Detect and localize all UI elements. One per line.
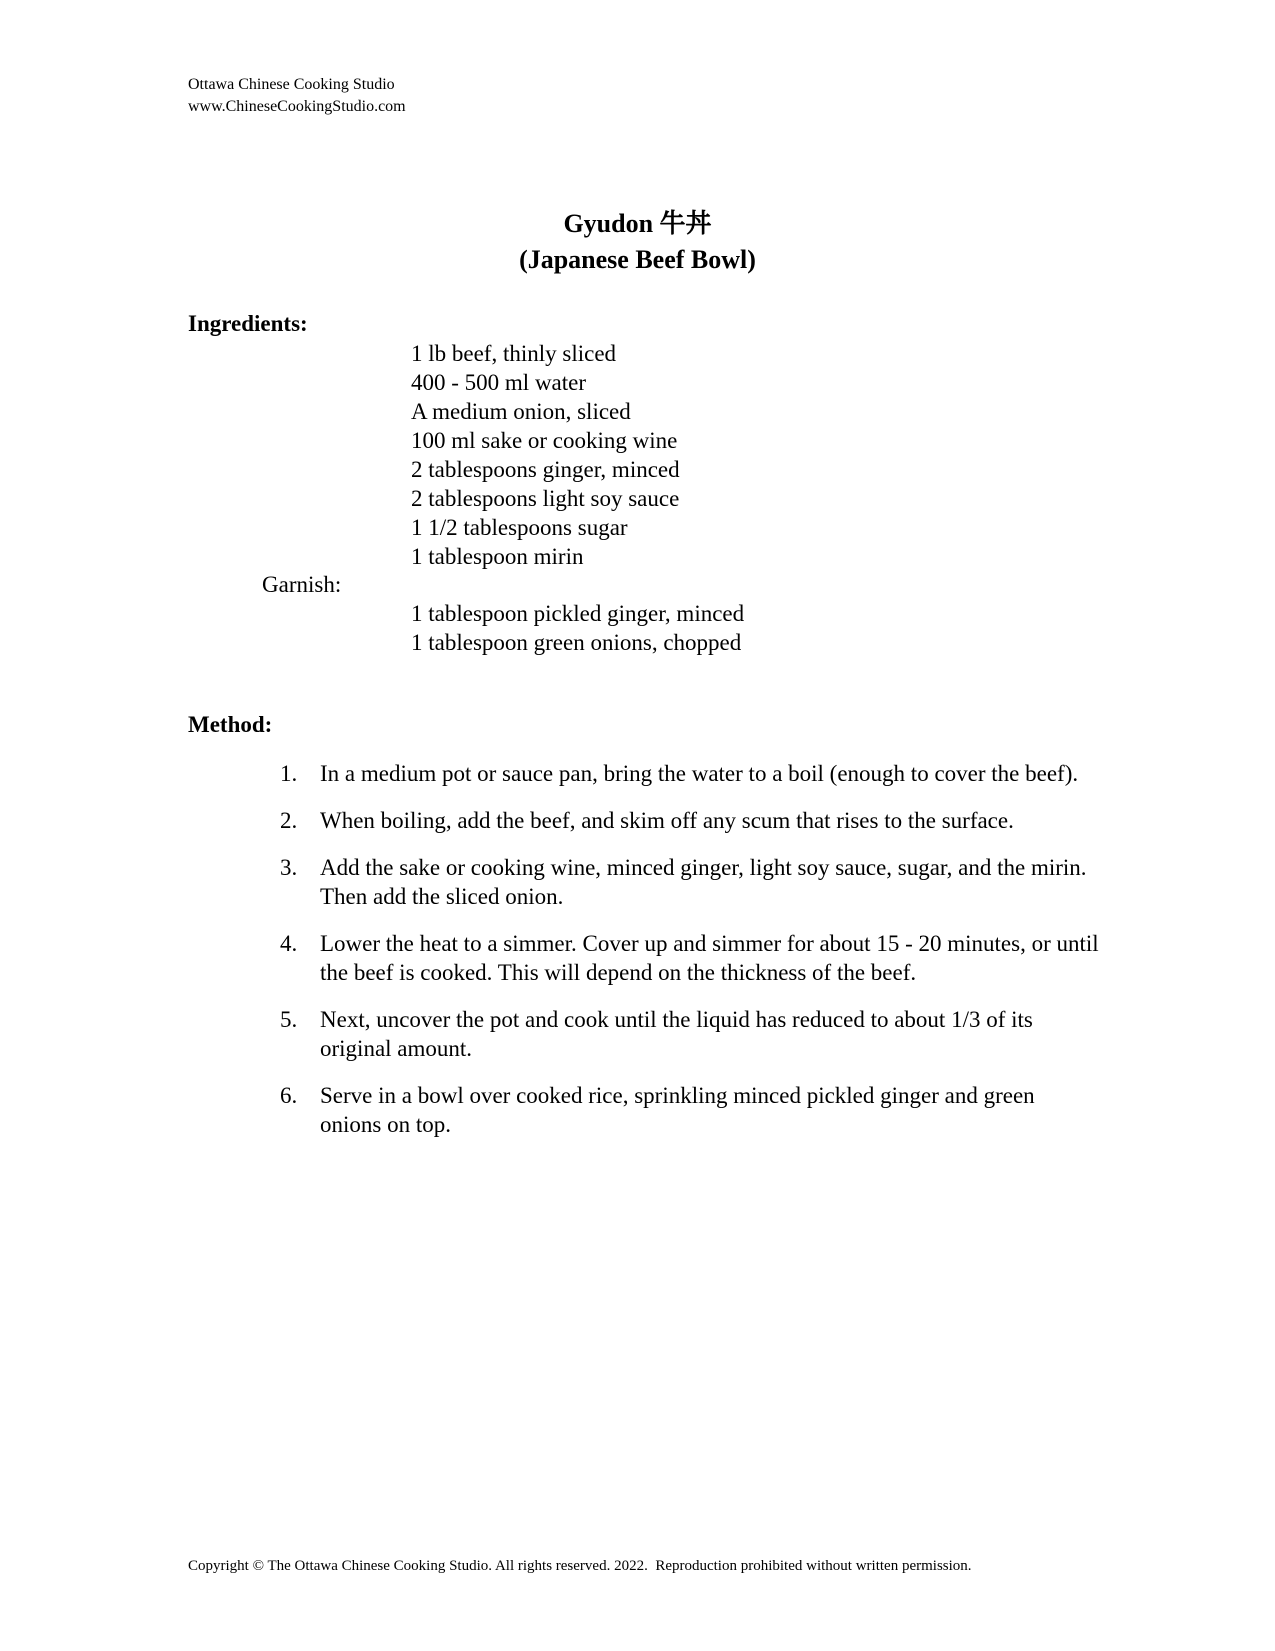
method-list xyxy=(280,759,1100,1157)
studio-website: www.ChineseCookingStudio.com xyxy=(188,98,406,115)
ingredient-item: 1 tablespoon mirin xyxy=(411,544,584,569)
method-step xyxy=(280,806,1100,835)
recipe-title-main: Gyudon 牛丼 xyxy=(563,209,712,238)
step-text: Next, uncover the pot and cook until the liquid has reduced to about 1/3 of its original amount. xyxy=(320,1007,1033,1061)
ingredient-item: 1 lb beef, thinly sliced xyxy=(411,341,617,366)
method-heading: Method: xyxy=(188,712,273,737)
ingredient-item: 2 tablespoons light soy sauce xyxy=(411,486,680,511)
ingredient-item: A medium onion, sliced xyxy=(411,399,631,424)
method-step xyxy=(280,1081,1100,1139)
step-text: In a medium pot or sauce pan, bring the water to a boil (enough to cover the beef). xyxy=(320,761,1079,786)
step-text: Lower the heat to a simmer. Cover up and simmer for about 15 - 20 minutes, or until the beef is cooked. This will depend on the thickness of the beef. xyxy=(320,931,1099,985)
step-text: Serve in a bowl over cooked rice, sprinkling minced pickled ginger and green onions on top. xyxy=(320,1083,1035,1137)
garnish-label: Garnish: xyxy=(262,572,342,597)
recipe-title xyxy=(0,206,1275,278)
step-number: 3. xyxy=(280,855,298,880)
recipe-title-subtitle: (Japanese Beef Bowl) xyxy=(519,245,756,274)
step-number: 6. xyxy=(280,1083,298,1108)
studio-name: Ottawa Chinese Cooking Studio xyxy=(188,76,395,93)
step-number: 5. xyxy=(280,1007,298,1032)
page-header xyxy=(188,74,406,118)
step-text: When boiling, add the beef, and skim off any scum that rises to the surface. xyxy=(320,808,1014,833)
ingredients-list xyxy=(411,339,680,571)
method-step xyxy=(280,1005,1100,1063)
ingredients-heading: Ingredients: xyxy=(188,311,308,336)
ingredient-item: 2 tablespoons ginger, minced xyxy=(411,457,680,482)
method-step xyxy=(280,759,1100,788)
ingredient-item: 100 ml sake or cooking wine xyxy=(411,428,678,453)
garnish-list xyxy=(411,599,744,657)
garnish-item: 1 tablespoon green onions, chopped xyxy=(411,630,742,655)
method-step xyxy=(280,929,1100,987)
garnish-item: 1 tablespoon pickled ginger, minced xyxy=(411,601,745,626)
ingredient-item: 1 1/2 tablespoons sugar xyxy=(411,515,628,540)
step-text: Add the sake or cooking wine, minced ginger, light soy sauce, sugar, and the mirin. Then add the sliced onion. xyxy=(320,855,1087,909)
ingredient-item: 400 - 500 ml water xyxy=(411,370,587,395)
method-step xyxy=(280,853,1100,911)
step-number: 1. xyxy=(280,761,298,786)
copyright-footer: Copyright © The Ottawa Chinese Cooking Studio. All rights reserved. 2022. Reproduction prohibited without written permission. xyxy=(188,1558,972,1574)
step-number: 2. xyxy=(280,808,298,833)
step-number: 4. xyxy=(280,931,298,956)
